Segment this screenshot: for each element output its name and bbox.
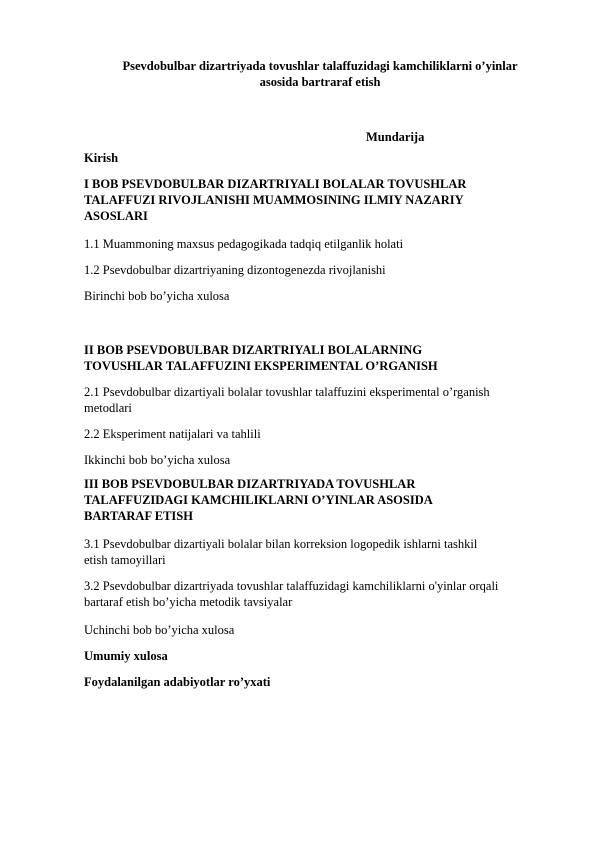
toc-entry-2-conclusion: Ikkinchi bob bo’yicha xulosa: [84, 453, 231, 467]
chapter-1-line-1: I BOB PSEVDOBULBAR DIZARTRIYALI BOLALAR TOVUSHLAR: [84, 177, 467, 191]
toc-entry-2-1: [84, 384, 554, 416]
section-3-1-line-1: 3.1 Psevdobulbar dizartiyali bolalar bilan korreksion logopedik ishlarni tashkil: [84, 537, 478, 551]
toc-entry-chapter-1: [84, 176, 554, 224]
toc-entry-3-conclusion: Uchinchi bob bo’yicha xulosa: [84, 623, 235, 637]
section-3-2-line-2: bartaraf etish bo’yicha metodik tavsiyalar: [84, 595, 293, 609]
toc-entry-3-1: [84, 536, 554, 568]
toc-heading: Mundarija: [366, 130, 425, 144]
toc-entry-3-2: [84, 578, 554, 610]
toc-entry-2-2: 2.2 Eksperiment natijalari va tahlili: [84, 427, 261, 441]
toc-entry-kirish: Kirish: [84, 151, 119, 165]
section-2-1-line-1: 2.1 Psevdobulbar dizartiyali bolalar tovushlar talaffuzini eksperimental o’rganish: [84, 385, 490, 399]
chapter-2-line-1: II BOB PSEVDOBULBAR DIZARTRIYALI BOLALARNING: [84, 343, 423, 357]
section-3-2-line-1: 3.2 Psevdobulbar dizartriyada tovushlar talaffuzidagi kamchiliklarni o'yinlar orqali: [84, 579, 499, 593]
chapter-1-line-3: ASOSLARI: [84, 209, 148, 223]
chapter-2-line-2: TOVUSHLAR TALAFFUZINI EKSPERIMENTAL O’RGANISH: [84, 359, 438, 373]
chapter-3-line-2: TALAFFUZIDAGI KAMCHILIKLARNI O’YINLAR ASOSIDA: [84, 493, 433, 507]
toc-entry-1-1: 1.1 Muammoning maxsus pedagogikada tadqiq etilganlik holati: [84, 237, 404, 251]
toc-entry-general-conclusion: Umumiy xulosa: [84, 649, 168, 663]
title-line-1: Psevdobulbar dizartriyada tovushlar talaffuzidagi kamchiliklarni o’yinlar: [122, 59, 518, 73]
chapter-3-line-3: BARTARAF ETISH: [84, 509, 193, 523]
toc-entry-chapter-2: [84, 342, 554, 374]
toc-entry-1-2: 1.2 Psevdobulbar dizartriyaning dizontogenezda rivojlanishi: [84, 263, 386, 277]
toc-entry-chapter-3: [84, 476, 554, 524]
chapter-3-line-1: III BOB PSEVDOBULBAR DIZARTRIYADA TOVUSHLAR: [84, 477, 416, 491]
toc-entry-1-conclusion: Birinchi bob bo’yicha xulosa: [84, 289, 230, 303]
title-line-2: asosida bartraraf etish: [259, 75, 381, 89]
section-3-1-line-2: etish tamoyillari: [84, 553, 166, 567]
section-2-1-line-2: metodlari: [84, 401, 132, 415]
chapter-1-line-2: TALAFFUZI RIVOJLANISHI MUAMMOSINING ILMIY NAZARIY: [84, 193, 464, 207]
toc-entry-references: Foydalanilgan adabiyotlar ro’yxati: [84, 675, 271, 689]
document-title: [80, 58, 560, 90]
